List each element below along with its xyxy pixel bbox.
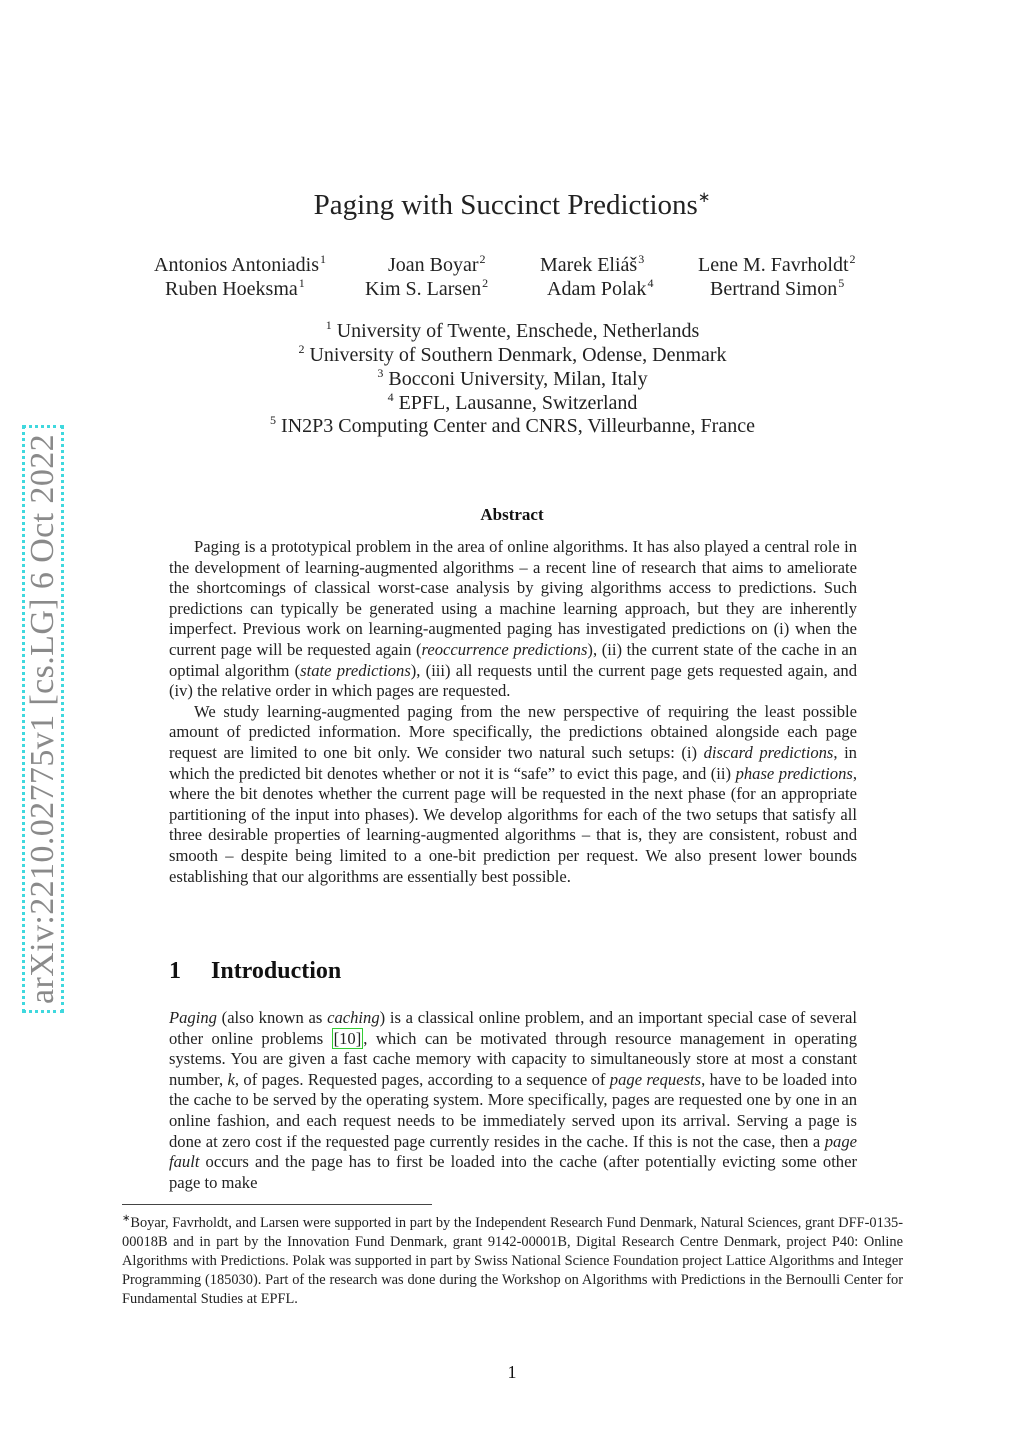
footnote-divider [122,1204,432,1205]
title-text: Paging with Succinct Predictions [313,189,698,221]
intro-paragraph: Paging (also known as caching) is a classical online problem, and an important special case of several other online problems [10] , which can be motivated through resource management in operating systems. You are given a fast cache memory with capacity to simultaneously store at most a constant number, k, of pages. Requested pages, according to a sequence of page requests, have to be loaded into the cache to be served by the operating system. More specifically, pages are requested one by one in an online fashion, and each request needs to be immediately served upon its arrival. Serving a page is done at zero cost if the requested page currently resides in the cache. If this is not the case, then a page fault occurs and the page has to first be loaded into the cache (after potentially evicting some other page to make [169,1008,857,1192]
author: Lene M. Favrholdt$^2$ [698,252,856,276]
author: Antonios Antoniadis$^1$ [154,252,327,276]
citation-link[interactable]: [10] [333,1028,362,1048]
arxiv-identifier[interactable]: arXiv:2210.02775v1 [cs.LG] 6 Oct 2022 [24,433,61,1005]
paper-title [0,188,1024,222]
author: Adam Polak$^4$ [547,276,654,300]
section-heading [169,958,341,985]
footnote-mark: ∗ [122,1213,131,1224]
abstract-paragraph: We study learning-augmented paging from the new perspective of requiring the least possible amount of predicted information. More specifically, the predictions obtained alongside each page request are limited to one bit only. We consider two natural such setups: (i) discard predictions, in which the predicted bit denotes whether or not it is “safe” to evict this page, and (ii) phase predictions, where the bit denotes whether the current page will be requested in the next phase (for an appropriate partitioning of the input into phases). We develop algorithms for each of the two setups that satisfy all three desirable properties of learning-augmented algorithms – that is, they are consistent, robust and smooth – despite being limited to a one-bit prediction per request. We also present lower bounds establishing that our algorithms are essentially best possible. [169,701,857,886]
author: Joan Boyar$^2$ [388,252,486,276]
affiliation: $^2$ University of Southern Denmark, Odense, Denmark [298,342,727,366]
affiliation: $^5$ IN2P3 Computing Center and CNRS, Villeurbanne, France [270,413,755,437]
abstract-heading: Abstract [480,505,544,524]
footnote-text: Boyar, Favrholdt, and Larsen were supported in part by the Independent Research Fund Denmark, Natural Sciences, grant DFF-0135-00018B and in part by the Innovation Fund Denmark, grant 9142-00001B, Digital Research Centre Denmark, project P40: Online Algorithms with Predictions. Polak was supported in part by Swiss National Science Foundation project Lattice Algorithms and Integer Programming (185030). Part of the research was done during the Workshop on Algorithms with Predictions in the Bernoulli Center for Fundamental Studies at EPFL. [122,1215,903,1307]
author: Ruben Hoeksma$^1$ [165,276,305,300]
author: Bertrand Simon$^5$ [710,276,845,300]
affiliation: $^1$ University of Twente, Enschede, Netherlands [325,318,700,342]
abstract-paragraph: Paging is a prototypical problem in the area of online algorithms. It has also played a central role in the development of learning-augmented algorithms – a recent line of research that aims to ameliorate the shortcomings of classical worst-case analysis by giving algorithms access to predictions. Such predictions can typically be generated using a machine learning approach, but they are inherently imperfect. Previous work on learning-augmented paging has investigated predictions on (i) when the current page will be requested again (reoccurrence predictions), (ii) the current state of the cache in an optimal algorithm (state predictions), (iii) all requests until the current page gets requested again, and (iv) the relative order in which pages are requested. [169,537,858,701]
affiliation: $^3$ Bocconi University, Milan, Italy [377,366,648,390]
section-title: Introduction [211,958,342,984]
author: Marek Eliáš$^3$ [540,252,645,276]
affiliation: $^4$ EPFL, Lausanne, Switzerland [387,390,638,414]
footnote [122,1209,903,1309]
author: Kim S. Larsen$^2$ [365,276,489,300]
page-number: 1 [507,1362,517,1382]
abstract-body [169,537,857,887]
title-footnote-mark[interactable]: ∗ [697,190,711,206]
section-number: 1 [169,958,181,984]
